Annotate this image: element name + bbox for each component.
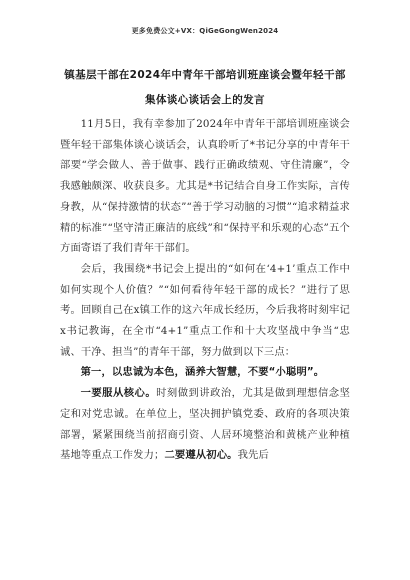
subpoint-1-text: 时刻做到讲政治，尤其是做到理想信念坚定和对党忠诚。在单位上，坚决拥护镇党委、政府的各项决策部署，紧紧围绕当前招商引资、人居环境整治和黄桃产业种植基地等重点工作发力； xyxy=(60,387,350,462)
document-title-line1: 镇基层干部在2024年中青年干部培训班座谈会暨年轻干部 xyxy=(64,69,346,81)
paragraph-1: 11月5日，我有幸参加了2024年中青年干部培训班座谈会暨年轻干部集体谈心谈话会，认真聆听了*书记分享的中青年干部要“学会做人、善于做事、践行正确政绩观、守住清廉”，令我感触颇深、收获良多。尤其是*书记结合自身工作实际，言传身教，从“保持激情的状态”“善于学习动脑的习惯”“追求精益求精的标准”“坚守清正廉洁的底线”和“保持平和乐观的心态”五个方面寄语了我们青年干部们。 xyxy=(60,118,350,255)
document-body xyxy=(60,114,350,466)
subpoint-2-label: 二要遵从初心。 xyxy=(164,449,238,462)
paragraph-3 xyxy=(60,383,350,466)
subpoint-2-text: 我先后 xyxy=(237,449,269,462)
subpoint-1-label: 一要服从核心。 xyxy=(80,387,157,400)
paragraph-2: 会后，我围绕*书记会上提出的“如何在‘4+1’重点工作中如何实现个人价值？”“如何看待年轻干部的成长？”进行了思考。回顾自己在x镇工作的这六年成长经历，今后我将时刻牢记x书记教诲，在全市“4+1”重点工作和十大攻坚战中争当“忠诚、干净、担当”的青年干部，努力做到以下三点： xyxy=(60,262,350,358)
section-1-heading: 第一，以忠诚为本色，涵养大智慧，不要“小聪明”。 xyxy=(80,366,325,379)
header-note: 更多免费公文+VX：QiGeGongWen2024 xyxy=(131,27,279,35)
document-title-line2: 集体谈心谈话会上的发言 xyxy=(145,94,265,106)
